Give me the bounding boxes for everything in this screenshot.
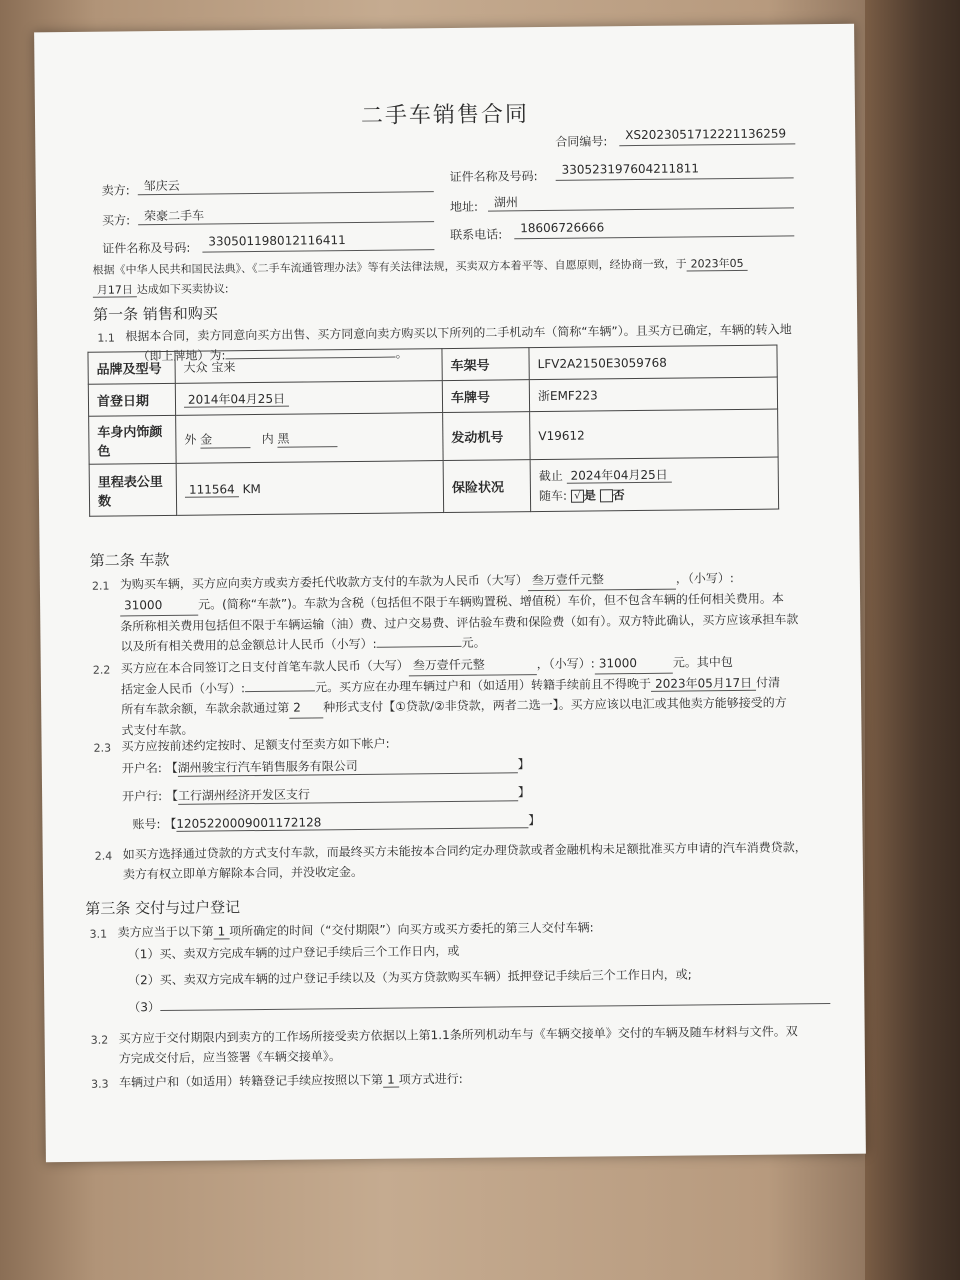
seller-label: 卖方: bbox=[101, 183, 130, 198]
engine-value: V19612 bbox=[530, 409, 778, 460]
buyer-value: 荣豪二手车 bbox=[138, 204, 434, 225]
bracket-right: 】 bbox=[517, 757, 530, 772]
no-label: 否 bbox=[612, 488, 625, 503]
clause-3-1-option-1: （1）买、卖双方完成车辆的过户登记手续后三个工作日内，或 bbox=[127, 943, 460, 962]
clause-2-2-option: 2 bbox=[289, 697, 323, 718]
clause-1-1-text: 根据本合同，卖方同意向买方出售、买方同意向卖方购买以下所列的二手机动车（简称“车辆”）。且买方已确定，车辆的转入地 bbox=[125, 322, 792, 344]
clause-3-1-text-a: 卖方应当于以下第 bbox=[117, 924, 214, 940]
exterior-color: 金 bbox=[200, 430, 250, 449]
no-checkbox[interactable] bbox=[600, 489, 613, 502]
clause-number: 2.4 bbox=[94, 849, 113, 863]
clause-number: 2.2 bbox=[92, 663, 111, 677]
clause-3-2-line2: 方完成交付后，应当签署《车辆交接单》。 bbox=[118, 1049, 341, 1066]
contract-page bbox=[34, 24, 866, 1163]
page-title: 二手车销售合同 bbox=[360, 102, 530, 129]
vin-label: 车架号 bbox=[442, 348, 529, 381]
clause-number: 3.2 bbox=[90, 1033, 109, 1047]
mileage-value: 111564 bbox=[185, 482, 239, 498]
clause-2-4 bbox=[123, 837, 843, 885]
clause-3-2-line1: 买方应于交付期限内到卖方的工作场所接受卖方依据以上第1.1条所列机动车与《车辆交接单》交付的车辆及随车材料与文件。双 bbox=[118, 1024, 798, 1046]
clause-number: 1.1 bbox=[97, 331, 115, 345]
buyer-id-value: 330501198012116411 bbox=[202, 232, 434, 252]
section2-title: 第二条 车款 bbox=[89, 550, 170, 570]
clause-2-2-text-h: 种形式支付【①贷款/②非贷款，两者二选一】。买方应该以电汇或其他卖方能够接受的方 bbox=[323, 695, 787, 715]
clause-2-3-text: 买方应按前述约定按时、足额支付至卖方如下帐户: bbox=[121, 736, 390, 754]
clause-3-1-item: 1 bbox=[213, 924, 229, 939]
clause-2-2-text-f: 付清 bbox=[756, 675, 781, 690]
clause-2-4-line2: 卖方有权立即单方解除本合同，并没收定金。 bbox=[122, 864, 364, 882]
account-number-value: 1205220009001172128 bbox=[176, 813, 528, 832]
clause-number: 3.1 bbox=[89, 927, 108, 941]
preamble-date-2: 月17日 bbox=[93, 283, 137, 297]
seller-value: 邹庆云 bbox=[138, 174, 434, 195]
clause-1-1-destination-label: （即上牌地）为: bbox=[137, 348, 226, 364]
mileage-cell bbox=[176, 461, 444, 516]
mileage-label: 里程表公里数 bbox=[89, 463, 177, 516]
buyer-id-label: 证件名称及号码: bbox=[102, 240, 191, 256]
clause-2-4-line1: 如买方选择通过贷款的方式支付车款，而最终买方未能按本合同约定办理贷款或者金融机构未足额批准买方申请的汽车消费贷款， bbox=[122, 840, 807, 862]
clause-2-1-text-b: ，（小写）: bbox=[675, 571, 734, 586]
account-holder-value: 湖州骏宝行汽车销售服务有限公司 bbox=[178, 755, 518, 777]
plate-label: 车牌号 bbox=[442, 380, 529, 413]
clause-2-2-amount-cn: 叁万壹仟元整 bbox=[409, 654, 537, 676]
clause-3-3-text-a: 车辆过户和（如适用）转籍登记手续应按照以下第 bbox=[119, 1072, 384, 1090]
reg-date-value: 2014年04月25日 bbox=[184, 392, 289, 408]
account-holder-row bbox=[122, 755, 530, 777]
plate-value: 浙EMF223 bbox=[529, 377, 777, 412]
phone-value: 18606726666 bbox=[514, 218, 794, 239]
bank-value: 工行湖州经济开发区支行 bbox=[178, 783, 518, 805]
preamble-text-2: 达成如下买卖协议: bbox=[136, 282, 229, 297]
section1-title: 第一条 销售和购买 bbox=[92, 304, 218, 324]
clause-3-1-option-3-label: （3） bbox=[128, 1000, 161, 1015]
reg-date-cell bbox=[175, 381, 442, 416]
buyer-label: 买方: bbox=[102, 213, 131, 228]
color-cell bbox=[176, 413, 443, 464]
clause-2-1-text-a: 为购买车辆，买方应向卖方或卖方委托代收款方支付的车款为人民币（大写） bbox=[119, 573, 528, 592]
interior-color: 黑 bbox=[277, 429, 337, 448]
account-number-label: 账号: bbox=[132, 817, 161, 832]
clause-2-1-amount: 31000 bbox=[120, 595, 198, 617]
insurance-cell bbox=[530, 457, 779, 512]
insurance-until-value: 2024年04月25日 bbox=[567, 468, 672, 484]
section3-title: 第三条 交付与过户登记 bbox=[85, 898, 241, 918]
account-holder-label: 开户名: bbox=[121, 761, 162, 776]
clause-3-3-text-b: 项方式进行: bbox=[398, 1071, 463, 1087]
preamble-text: 根据《中华人民共和国民法典》、《二手车流通管理办法》等有关法律法规，买卖双方本着平等、自愿原则，经协商一致，于 bbox=[92, 257, 687, 277]
color-label: 车身内饰颜色 bbox=[89, 415, 176, 464]
insurance-until-row bbox=[539, 465, 770, 484]
insurance-label: 保险状况 bbox=[443, 460, 531, 513]
clause-2-1-amount-cn: 叁万壹仟元整 bbox=[528, 569, 676, 592]
clause-number: 2.1 bbox=[91, 579, 110, 593]
bank-label: 开户行: bbox=[122, 789, 163, 804]
mileage-unit: KM bbox=[242, 481, 261, 496]
bracket-left: 【 bbox=[165, 760, 178, 775]
vin-value: LFV2A2150E3059768 bbox=[529, 345, 777, 380]
account-number-row bbox=[132, 811, 540, 832]
bracket-left: 【 bbox=[165, 788, 179, 803]
clause-number: 2.3 bbox=[93, 741, 112, 755]
clause-2-1-text-e: 以及所有相关费用的总金额总计人民币（小写）: bbox=[120, 636, 377, 654]
contract-no-label: 合同编号: bbox=[555, 134, 608, 149]
clause-2-1-line3: 条所称相关费用包括但不限于车辆运输（油）费、过户交易费、评估验车费和保险费（如有）。双方特此确认，买方应该承担车款 bbox=[120, 612, 799, 634]
contract-no-value: XS2023051712221136259 bbox=[619, 126, 795, 146]
desk-background bbox=[865, 0, 960, 1280]
yes-label: 是 bbox=[583, 488, 596, 503]
address-value: 湖州 bbox=[488, 190, 794, 211]
clause-2-2-line4: 式支付车款。 bbox=[121, 722, 194, 738]
clause-3-3-text bbox=[119, 1070, 463, 1091]
preamble-date-1: 2023年05 bbox=[686, 257, 747, 272]
preamble-line1 bbox=[93, 255, 748, 278]
clause-3-1-option-2: （2）买、卖双方完成车辆的过户登记手续以及（为买方贷款购买车辆）抵押登记手续后三个工作日内，或; bbox=[127, 967, 692, 988]
clause-1-1-end: 。 bbox=[395, 346, 408, 361]
clause-2-1 bbox=[120, 567, 821, 656]
clause-2-1-text-c: 元。(简称“车款”)。车款为含税（包括但不限于车辆购置税、增值税）车价，但不包含车辆的任何相关费用。本 bbox=[198, 591, 784, 612]
clause-2-2-text-e: 元。买方应在办理车辆过户和（如适用）转籍手续前且不得晚于 bbox=[314, 676, 652, 695]
with-car-row bbox=[539, 485, 770, 504]
clause-2-2-text-a: 买方应在本合同签订之日支付首笔车款人民币（大写） bbox=[120, 658, 409, 676]
seller-id-label: 证件名称及号码: bbox=[449, 169, 538, 184]
preamble-line2 bbox=[93, 280, 229, 297]
clause-2-2-text-g: 所有车款余额，车款余款通过第 bbox=[121, 700, 290, 717]
clause-2-2-text-b: ，（小写）: bbox=[536, 656, 595, 672]
bracket-left: 【 bbox=[164, 816, 177, 832]
clause-2-2-text-c: 元。其中包 bbox=[672, 655, 733, 670]
clause-2-2-deadline: 2023年05月17日 bbox=[651, 676, 756, 692]
engine-label: 发动机号 bbox=[443, 412, 530, 461]
bank-row bbox=[122, 783, 530, 805]
seller-id-value: 330523197604211811 bbox=[556, 160, 794, 180]
clause-3-1-text bbox=[117, 919, 593, 941]
bracket-right: 】 bbox=[528, 813, 541, 828]
address-label: 地址: bbox=[449, 199, 479, 214]
brand-value: 大众 宝来 bbox=[175, 349, 442, 384]
exterior-prefix: 外 bbox=[184, 432, 197, 447]
clause-3-1-option-3 bbox=[128, 990, 830, 1015]
clause-3-3-item: 1 bbox=[383, 1073, 399, 1088]
reg-date-label: 首登日期 bbox=[88, 383, 175, 416]
clause-2-2-amount: 31000 bbox=[595, 653, 673, 675]
clause-3-1-text-b: 项所确定的时间（“交付期限”）向买方或买方委托的第三人交付车辆: bbox=[229, 920, 594, 939]
brand-label: 品牌及型号 bbox=[88, 351, 175, 384]
phone-label: 联系电话: bbox=[450, 227, 503, 242]
insurance-until-label: 截止 bbox=[538, 468, 563, 484]
clause-3-2 bbox=[119, 1021, 859, 1069]
interior-prefix: 内 bbox=[261, 431, 274, 446]
clause-2-2 bbox=[121, 651, 832, 740]
with-car-label: 随车: bbox=[538, 488, 568, 504]
bracket-right: 】 bbox=[517, 785, 531, 800]
clause-number: 3.3 bbox=[91, 1077, 109, 1091]
clause-2-2-text-d: 括定金人民币（小写）: bbox=[120, 681, 246, 697]
vehicle-table bbox=[87, 345, 779, 517]
clause-2-1-text-f: 元。 bbox=[461, 635, 486, 650]
yes-checkbox[interactable]: √ bbox=[571, 490, 584, 503]
